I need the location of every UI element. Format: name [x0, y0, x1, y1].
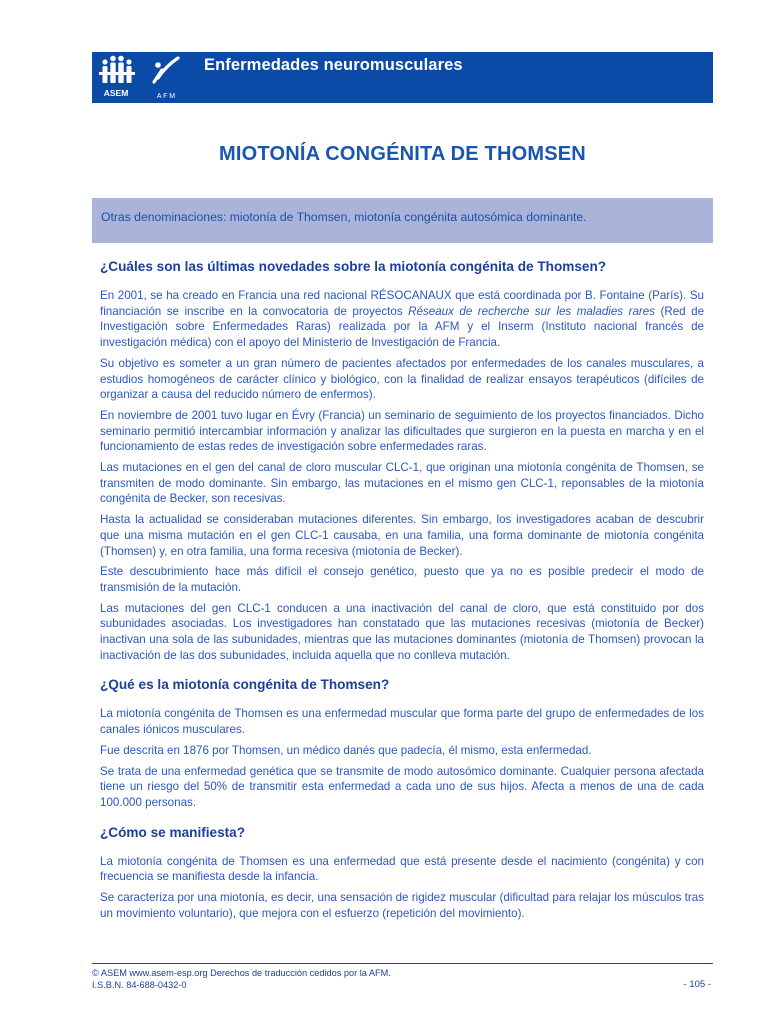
afm-logo-label: A F M [156, 93, 176, 100]
footer-credits [92, 967, 391, 991]
header-title: Enfermedades neuromusculares [204, 56, 463, 74]
footer-copyright: © ASEM www.asem-esp.org Derechos de traducción cedidos por la AFM. [92, 968, 391, 978]
section-heading-manifestation: ¿Cómo se manifiesta? [100, 824, 246, 840]
page-title: MIOTONÍA CONGÉNITA DE THOMSEN [219, 143, 586, 165]
other-names-box: Otras denominaciones: miotonía de Thomsen, miotonía congénita autosómica dominante. [92, 198, 713, 243]
section-heading-news: ¿Cuáles son las últimas novedades sobre la miotonía congénita de Thomsen? [100, 259, 607, 274]
paragraph: Las mutaciones del gen CLC-1 conducen a una inactivación del canal de cloro, que está constituido por dos subunidades asociadas. Los investigadores han constatado que las mutaciones recesivas (miotonía de Becker) inactivan una sola de las subunidades, mientras que las mutaciones dominantes (miotonía de Thomsen) provocan la inactivación de las dos subunidades, incluida aquella que no conlleva mutación. [100, 601, 704, 662]
section-heading-what-is: ¿Qué es la miotonía congénita de Thomsen? [100, 677, 390, 693]
paragraph: Hasta la actualidad se consideraban mutaciones diferentes. Sin embargo, los investigadores acaban de descubrir que una misma mutación en el gen CLC-1 causaba, en una familia, una forma dominante de miotonía congénita (Thomsen) y, en otra familia, una forma recesiva (miotonía de Becker). [100, 513, 704, 558]
asem-logo-label: ASEM [103, 88, 129, 98]
paragraph-text: (Red de Investigación sobre Enfermedades Raras) realizada por la AFM y el Inserm (Instituto nacional francés de investigación médica) con el apoyo del Ministerio de Investigación de Francia. [100, 304, 705, 350]
page-number: - 105 - [683, 979, 711, 990]
footer-isbn: I.S.B.N. 84-688-0432-0 [92, 980, 187, 990]
paragraph: Se trata de una enfermedad genética que se transmite de modo autosómico dominante. Cualquier persona afectada tiene un riesgo del 50% de transmitir esta enfermedad a cada uno de sus hijos. Afecta a menos de una de cada 100.000 personas. [100, 764, 704, 809]
paragraph: Se caracteriza por una miotonía, es decir, una sensación de rigidez muscular (dificultad para relajar los músculos tras un movimiento voluntario), que mejora con el esfuerzo (repetición del movimiento). [100, 891, 704, 920]
footer-divider [92, 963, 713, 964]
asem-afm-logo [92, 52, 197, 103]
paragraph: Las mutaciones en el gen del canal de cloro muscular CLC-1, que originan una miotonía congénita de Thomsen, se transmiten de modo dominante. Sin embargo, las mutaciones en el mismo gen CLC-1, reponsables de la miotonía congénita de Becker, son recesivas. [100, 461, 704, 506]
paragraph: Este descubrimiento hace más difícil el consejo genético, puesto que ya no es posible predecir el modo de transmisión de la mutación. [100, 565, 704, 594]
paragraph-text: En 2001, se ha creado en Francia una red nacional RÉSOCANAUX que está coordinada por B. Fontaine (París). Su financiación se inscribe en la convocatoria de proyectos [100, 289, 704, 318]
paragraph: Fue descrita en 1876 por Thomsen, un médico danés que padecía, él mismo, esta enfermedad. [100, 743, 592, 757]
paragraph: La miotonía congénita de Thomsen es una enfermedad que está presente desde el nacimiento (congénita) y con frecuencia se manifiesta desde la infancia. [100, 854, 704, 884]
paragraph: Su objetivo es someter a un gran número de pacientes afectados por enfermedades de los canales musculares, a estudios homogéneos de carácter clínico y biológico, con la finalidad de realizar ensayos terapéuticos (difíciles de organizar a causa del reducido número de enfermos). [100, 356, 704, 402]
paragraph-emphasis: Réseaux de recherche sur les maladies rares [408, 304, 656, 318]
main-content [100, 258, 704, 922]
paragraph [100, 288, 704, 351]
header-bar [92, 52, 713, 103]
paragraph: En noviembre de 2001 tuvo lugar en Évry (Francia) un seminario de seguimiento de los proyectos financiados. Dicho seminario permitió intercambiar información y analizar las dificultades que surgieron en la puesta en marcha y en el funcionamiento de estas redes de investigación sobre enfermedades raras. [100, 408, 704, 454]
paragraph: La miotonía congénita de Thomsen es una enfermedad muscular que forma parte del grupo de enfermedades de los canales iónicos musculares. [100, 707, 704, 737]
